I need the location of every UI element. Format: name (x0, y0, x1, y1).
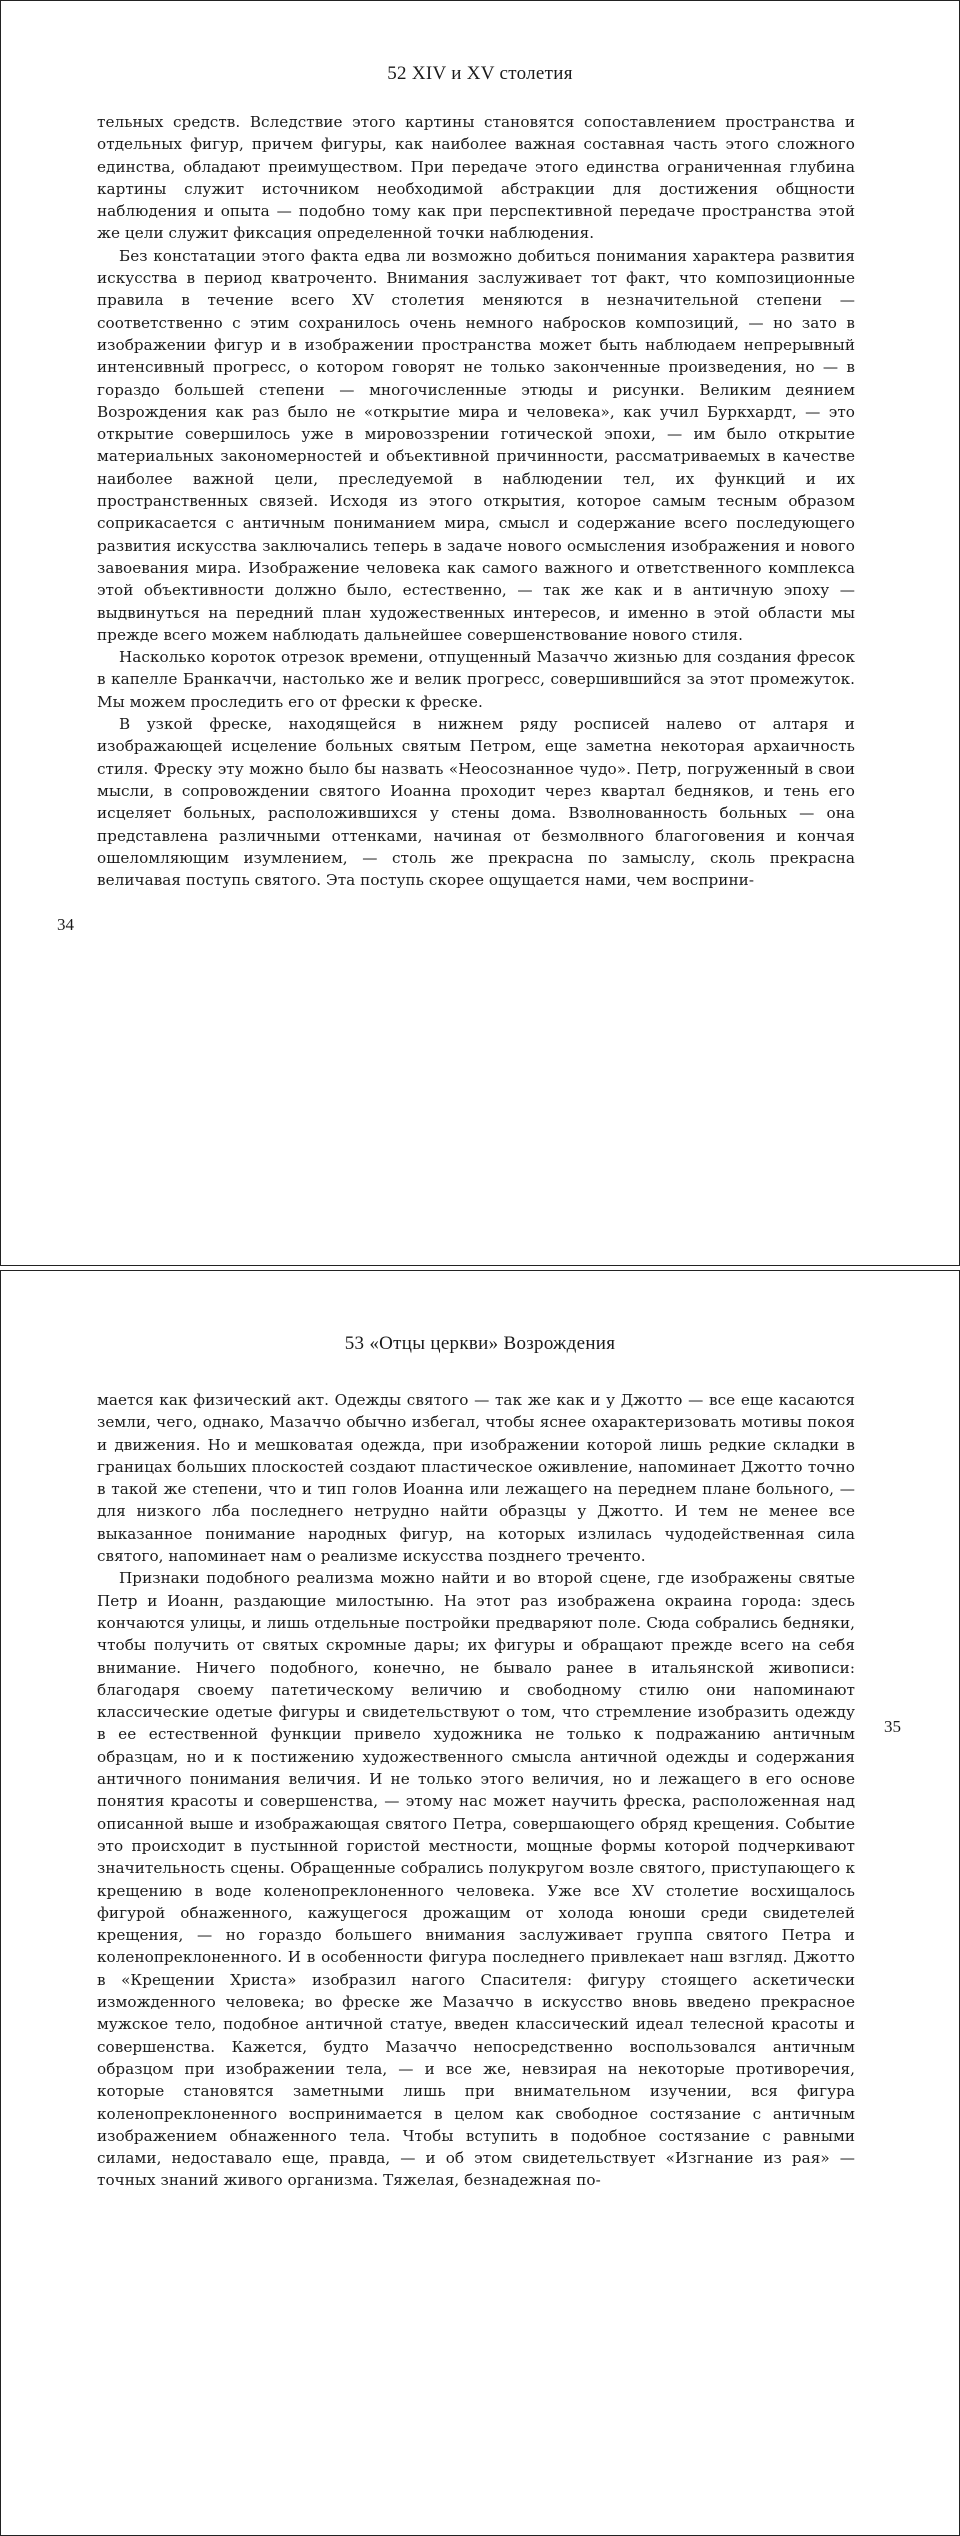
paragraph: тельных средств. Вследствие этого картины становятся сопоставлением пространства и отдельных фигур, причем фигуры, как наиболее важная составная часть этого сложного единства, обладают преимуществом. При передаче этого единства ограниченная глубина картины служит источником необходимой абстракции для достижения общности наблюдения и опыта — подобно тому как при перспективной передаче пространства этой же цели служит фиксация определенной точки наблюдения. (97, 113, 855, 243)
paragraph: Без констатации этого факта едва ли возможно добиться понимания характера развития искусства в период кватроченто. Внимания заслуживает тот факт, что композиционные правила в течение всего XV столетия меняются в незначительной степени — соответственно с этим сохранилось очень немного набросков композиций, — но зато в изображении фигур и в изображении пространства может быть наблюдаем непрерывный интенсивный прогресс, о котором говорят не только законченные произведения, но — в гораздо большей степени — многочисленные этюды и рисунки. Великим деянием Возрождения как раз было не «открытие мира и человека», как учил Буркхардт, — это открытие совершилось уже в мировоззрении готической эпохи, — им было открытие материальных закономерностей и объективной причинности, рассматриваемых в качестве наиболее важной цели, преследуемой в наблюдении тел, их функций и их пространственных связей. Исходя из этого открытия, которое самым тесным образом соприкасается с античным пониманием мира, смысл и содержание всего последующего развития искусства заключались теперь в задаче нового осмысления изображения и нового завоевания мира. Изображение человека как самого важного и ответственного комплекса этой объективности должно было, естественно, — так же как и в античную эпоху — выдвинуться на передний план художественных интересов, и именно в этой области мы прежде всего можем наблюдать дальнейшее совершенствование нового стиля. (97, 246, 855, 644)
page-53 (0, 1270, 960, 2536)
margin-number: 35 (884, 1717, 901, 1736)
body-text (97, 1389, 855, 2192)
running-head: 53 «Отцы церкви» Возрождения (344, 1333, 616, 1354)
margin-number: 34 (57, 915, 74, 934)
paragraph: Насколько короток отрезок времени, отпущенный Мазаччо жизнью для создания фресок в капелле Бранкаччи, настолько же и велик прогресс, совершившийся за этот промежуток. Мы можем проследить его от фрески к фреске. (97, 648, 855, 711)
paragraph: мается как физический акт. Одежды святого — так же как и у Джотто — все еще касаются земли, чего, однако, Мазаччо обычно избегал, чтобы яснее охарактеризовать мотивы покоя и движения. Но и мешковатая одежда, при изображении которой лишь редкие складки в границах больших плоскостей создают пластическое оживление, напоминает Джотто точно в такой же степени, что и тип голов Иоанна или лежащего на переднем плане больного, — для низкого лба последнего нетрудно найти образцы у Джотто. И тем не менее все выказанное понимание народных фигур, на которых излилась чудодейственная сила святого, напоминает нам о реализме искусства позднего треченто. (97, 1391, 855, 1566)
running-head: 52 XIV и XV столетия (387, 63, 573, 84)
paragraph: В узкой фреске, находящейся в нижнем ряду росписей налево от алтаря и изображающей исцеление больных святым Петром, еще заметна некоторая архаичность стиля. Фреску эту можно было бы назвать «Неосознанное чудо». Петр, погруженный в свои мысли, в сопровождении святого Иоанна проходит через квартал бедняков, и тень его исцеляет больных, расположившихся у стены дома. Взволнованность больных — она представлена различными оттенками, начиная от безмолвного благоговения и кончая ошеломляющим изумлением, — столь же прекрасна по замыслу, сколь прекрасна величавая поступь святого. Эта поступь скорее ощущается нами, чем восприни- (97, 715, 855, 890)
body-text (97, 111, 855, 891)
page-52 (0, 0, 960, 1266)
paragraph: Признаки подобного реализма можно найти и во второй сцене, где изображены святые Петр и Иоанн, раздающие милостыню. На этот раз изображена окраина города: здесь кончаются улицы, и лишь отдельные постройки предваряют поле. Сюда собрались бедняки, чтобы получить от святых скромные дары; их фигуры и обращают прежде всего на себя внимание. Ничего подобного, конечно, не бывало ранее в итальянской живописи: благодаря своему патетическому величию и свободному стилю они напоминают классические одетые фигуры и свидетельствуют о том, что стремление изобразить одежду в ее естественной функции привело художника не только к подражанию античным образцам, но и к постижению художественного смысла античной одежды и содержания античного понимания величия. И не только этого величия, но и лежащего в его основе понятия красоты и совершенства, — этому нас может научить фреска, расположенная над описанной выше и изображающая святого Петра, совершающего обряд крещения. Событие это происходит в пустынной гористой местности, мощные формы которой подчеркивают значительность сцены. Обращенные собрались полукругом возле святого, приступающего к крещению в воде коленопреклоненного человека. Уже все XV столетие восхищалось фигурой обнаженного, кажущегося дрожащим от холода юноши среди свидетелей крещения, — но гораздо большего внимания заслуживает группа святого Петра и коленопреклоненного. И в особенности фигура последнего привлекает наш взгляд. Джотто в «Крещении Христа» изобразил нагого Спасителя: фигуру стоящего аскетически изможденного человека; во фреске же Мазаччо в искусство вновь введено прекрасное мужское тело, подобное античной статуе, введен классический идеал телесной красоты и совершенства. Кажется, будто Мазаччо непосредственно воспользовался античным образцом при изображении тела, — и все же, невзирая на некоторые противоречия, которые становятся заметными лишь при внимательном изучении, вся фигура коленопреклоненного воспринимается в целом как свободное состязание с античным изображением обнаженного тела. Чтобы вступить в подобное состязание с равными силами, недоставало еще, правда, — и об этом свидетельствует «Изгнание из рая» — точных знаний живого организма. Тяжелая, безнадежная по- (97, 1569, 855, 2190)
